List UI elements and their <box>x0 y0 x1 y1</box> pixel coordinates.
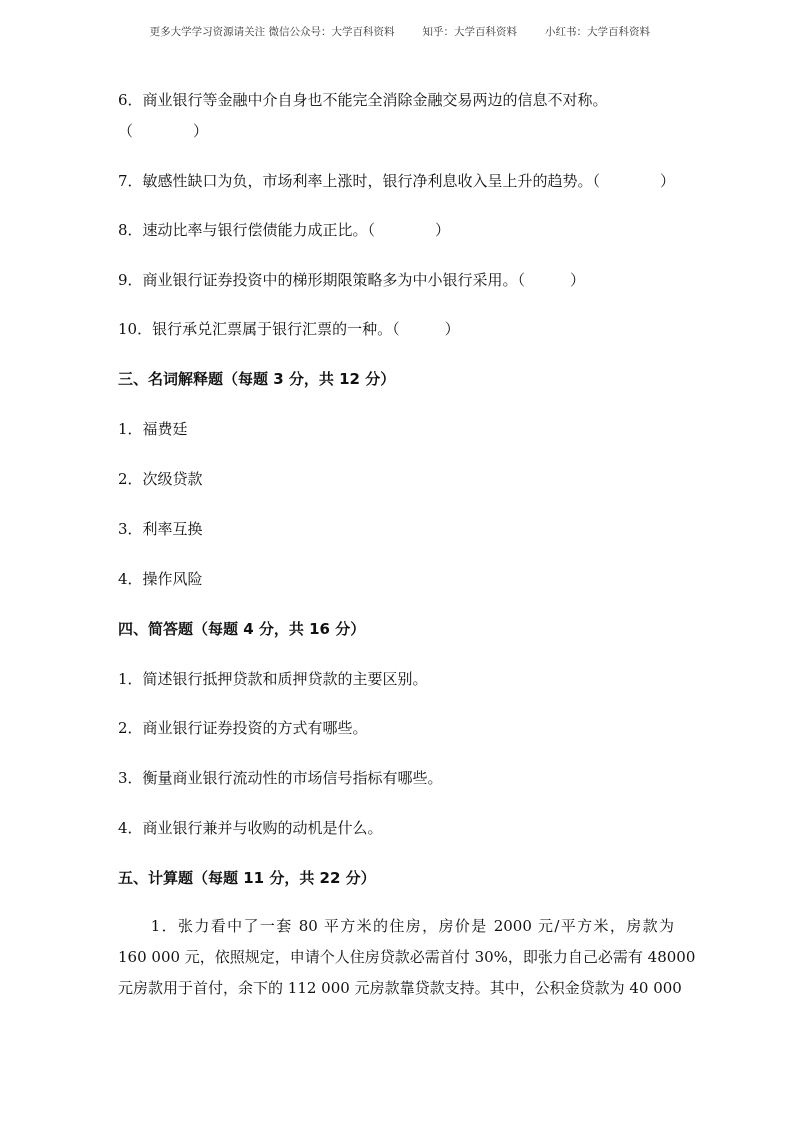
section-4-title: 四、简答题（每题 4 分，共 16 分） <box>118 620 366 638</box>
question-item-4: 4．商业银行兼并与收购的动机是什么。 <box>118 819 383 837</box>
paragraph-line: 160 000 元，依照规定，申请个人住房贷款必需首付 30%，即张力自己必需有 48000 <box>118 948 696 966</box>
tf-item-6-answer-blank: （ ） <box>118 122 209 140</box>
term-item-3: 3．利率互换 <box>118 520 203 538</box>
tf-item-8: 8．速动比率与银行偿债能力成正比。（ ） <box>118 221 451 239</box>
term-item-1: 1．福费廷 <box>118 420 188 438</box>
section-3-title: 三、名词解释题（每题 3 分，共 12 分） <box>118 370 396 388</box>
header-zhihu-text: 知乎：大学百科资料 <box>422 26 518 38</box>
tf-item-10: 10．银行承兑汇票属于银行汇票的一种。（ ） <box>118 320 460 338</box>
calculation-problem-1 <box>118 911 696 1004</box>
question-item-2: 2．商业银行证券投资的方式有哪些。 <box>118 719 368 737</box>
term-item-2: 2．次级贷款 <box>118 470 203 488</box>
header-xiaohongshu-text: 小红书：大学百科资料 <box>545 26 651 38</box>
section-5-title: 五、计算题（每题 11 分，共 22 分） <box>118 869 376 887</box>
paragraph-line: 元房款用于首付，余下的 112 000 元房款靠贷款支持。其中，公积金贷款为 40 000 <box>118 979 682 997</box>
question-item-1: 1．简述银行抵押贷款和质押贷款的主要区别。 <box>118 670 428 688</box>
page-header <box>0 12 793 39</box>
header-wechat-text: 更多大学学习资源请关注 微信公众号：大学百科资料 <box>149 26 395 38</box>
term-item-4: 4．操作风险 <box>118 570 203 588</box>
tf-item-7: 7．敏感性缺口为负，市场利率上涨时，银行净利息收入呈上升的趋势。（ ） <box>118 172 676 190</box>
paragraph-line: 1．张力看中了一套 80 平方米的住房，房价是 2000 元/平方米，房款为 <box>118 917 674 935</box>
question-item-3: 3．衡量商业银行流动性的市场信号指标有哪些。 <box>118 769 443 787</box>
tf-item-6: 6．商业银行等金融中介自身也不能完全消除金融交易两边的信息不对称。 <box>118 91 608 109</box>
tf-item-9: 9．商业银行证券投资中的梯形期限策略多为中小银行采用。（ ） <box>118 271 586 289</box>
